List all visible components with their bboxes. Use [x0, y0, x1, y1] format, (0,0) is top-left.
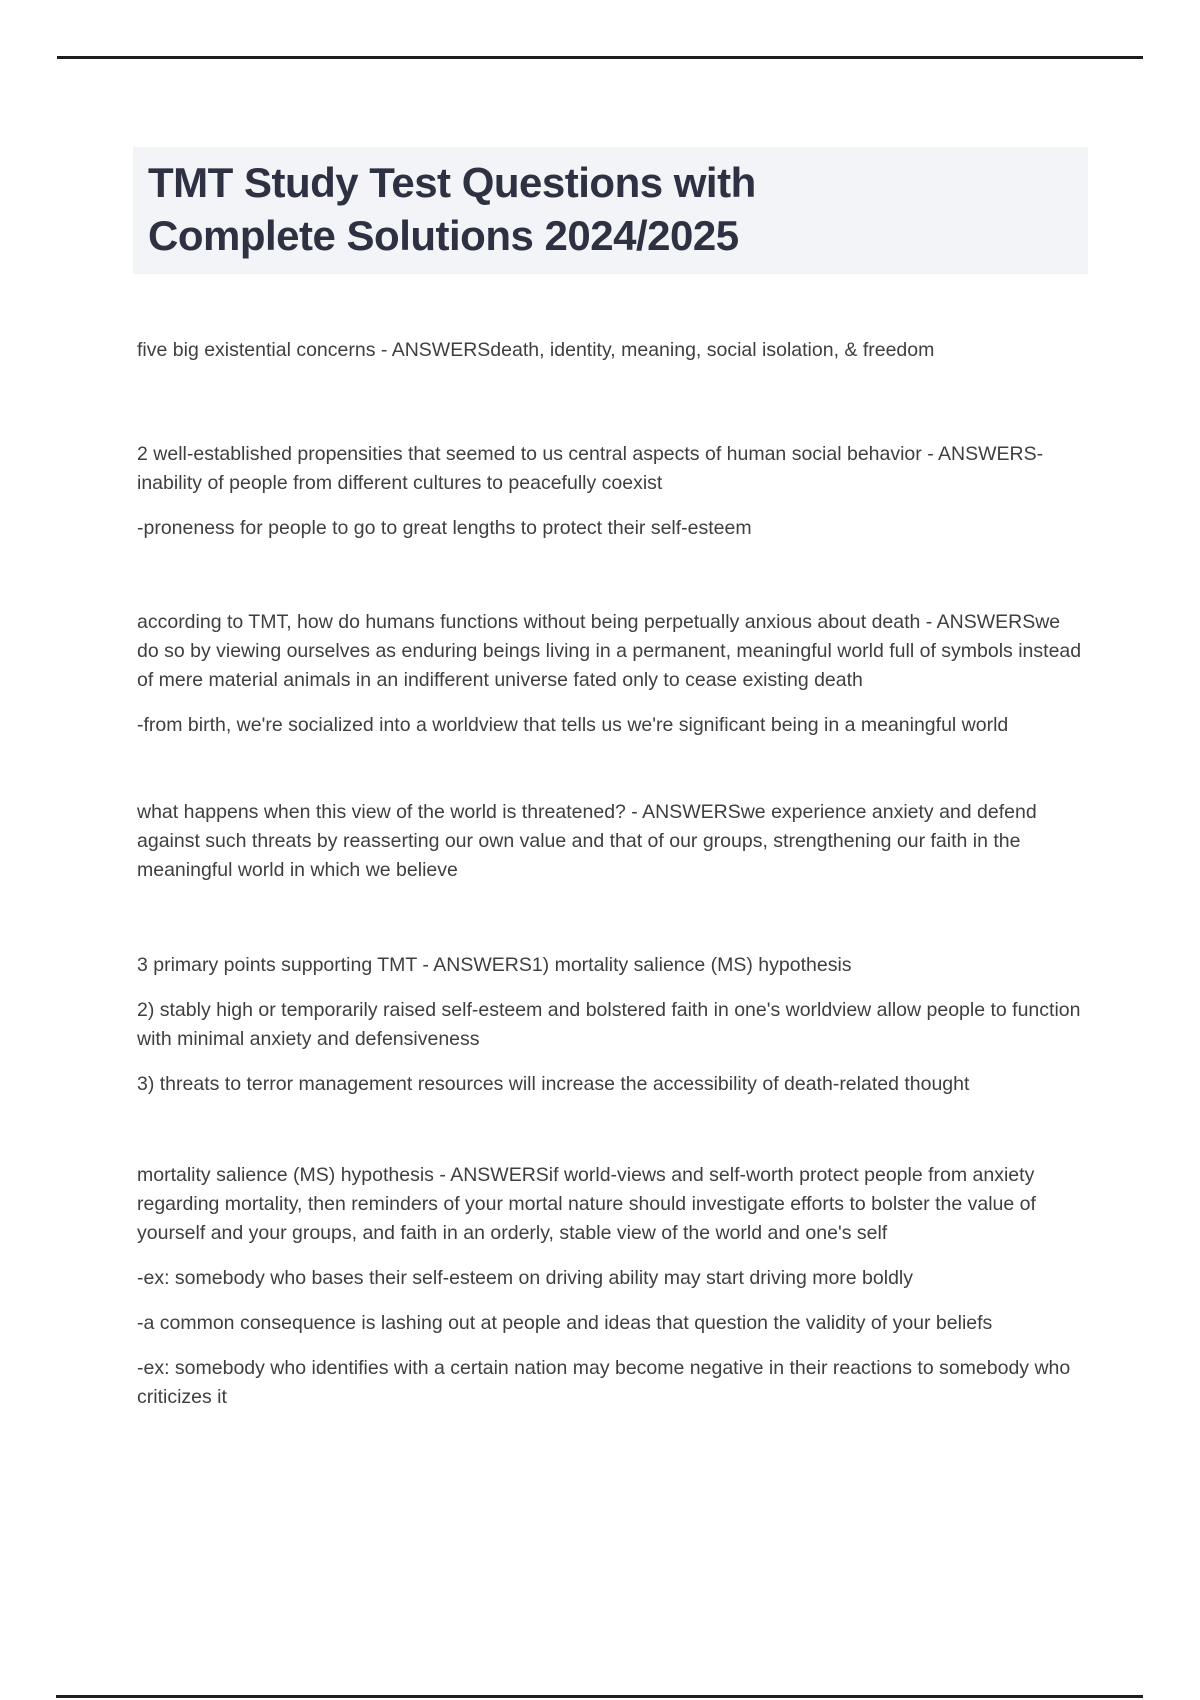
qa-group [137, 608, 1082, 740]
top-rule [57, 56, 1143, 59]
qa-paragraph: what happens when this view of the world is threatened? - ANSWERSwe experience anxiety and defend against such threats by reasserting our own value and that of our groups, strengthening our faith in the meaningful world in which we believe [137, 801, 1037, 881]
qa-paragraph: -from birth, we're socialized into a worldview that tells us we're significant being in a meaningful world [137, 714, 1009, 736]
qa-paragraph: five big existential concerns - ANSWERSdeath, identity, meaning, social isolation, & freedom [137, 339, 935, 361]
qa-paragraph: according to TMT, how do humans functions without being perpetually anxious about death - ANSWERSwe do so by viewing ourselves as enduring beings living in a permanent, meaningful world full of symbols instead of mere material animals in an indifferent universe fated only to cease existing death [137, 611, 1082, 691]
qa-group [137, 951, 1082, 1099]
qa-paragraph: 2) stably high or temporarily raised self-esteem and bolstered faith in one's worldview allow people to function with minimal anxiety and defensiveness [137, 999, 1081, 1050]
document-body [137, 336, 1082, 1412]
qa-paragraph: 3) threats to terror management resources will increase the accessibility of death-related thought [137, 1073, 970, 1095]
bottom-rule [56, 1695, 1143, 1698]
qa-paragraph: mortality salience (MS) hypothesis - ANSWERSif world-views and self-worth protect people from anxiety regarding mortality, then reminders of your mortal nature should investigate efforts to bolster the value of yourself and your groups, and faith in an orderly, stable view of the world and one's self [137, 1164, 1036, 1244]
qa-paragraph: -proneness for people to go to great lengths to protect their self-esteem [137, 517, 752, 539]
qa-paragraph: 2 well-established propensities that seemed to us central aspects of human social behavior - ANSWERS-inability of people from different cultures to peacefully coexist [137, 443, 1044, 494]
page-title: TMT Study Test Questions with Complete Solutions 2024/2025 [148, 159, 756, 259]
qa-paragraph: -a common consequence is lashing out at people and ideas that question the validity of your beliefs [137, 1312, 993, 1334]
qa-paragraph: 3 primary points supporting TMT - ANSWERS1) mortality salience (MS) hypothesis [137, 954, 852, 976]
qa-group [137, 798, 1082, 885]
title-highlight [133, 147, 1088, 274]
qa-group [137, 1161, 1082, 1412]
qa-paragraph: -ex: somebody who identifies with a certain nation may become negative in their reactions to somebody who criticizes it [137, 1357, 1071, 1408]
qa-group [137, 336, 1082, 365]
qa-paragraph: -ex: somebody who bases their self-esteem on driving ability may start driving more boldly [137, 1267, 914, 1289]
qa-group [137, 440, 1082, 543]
